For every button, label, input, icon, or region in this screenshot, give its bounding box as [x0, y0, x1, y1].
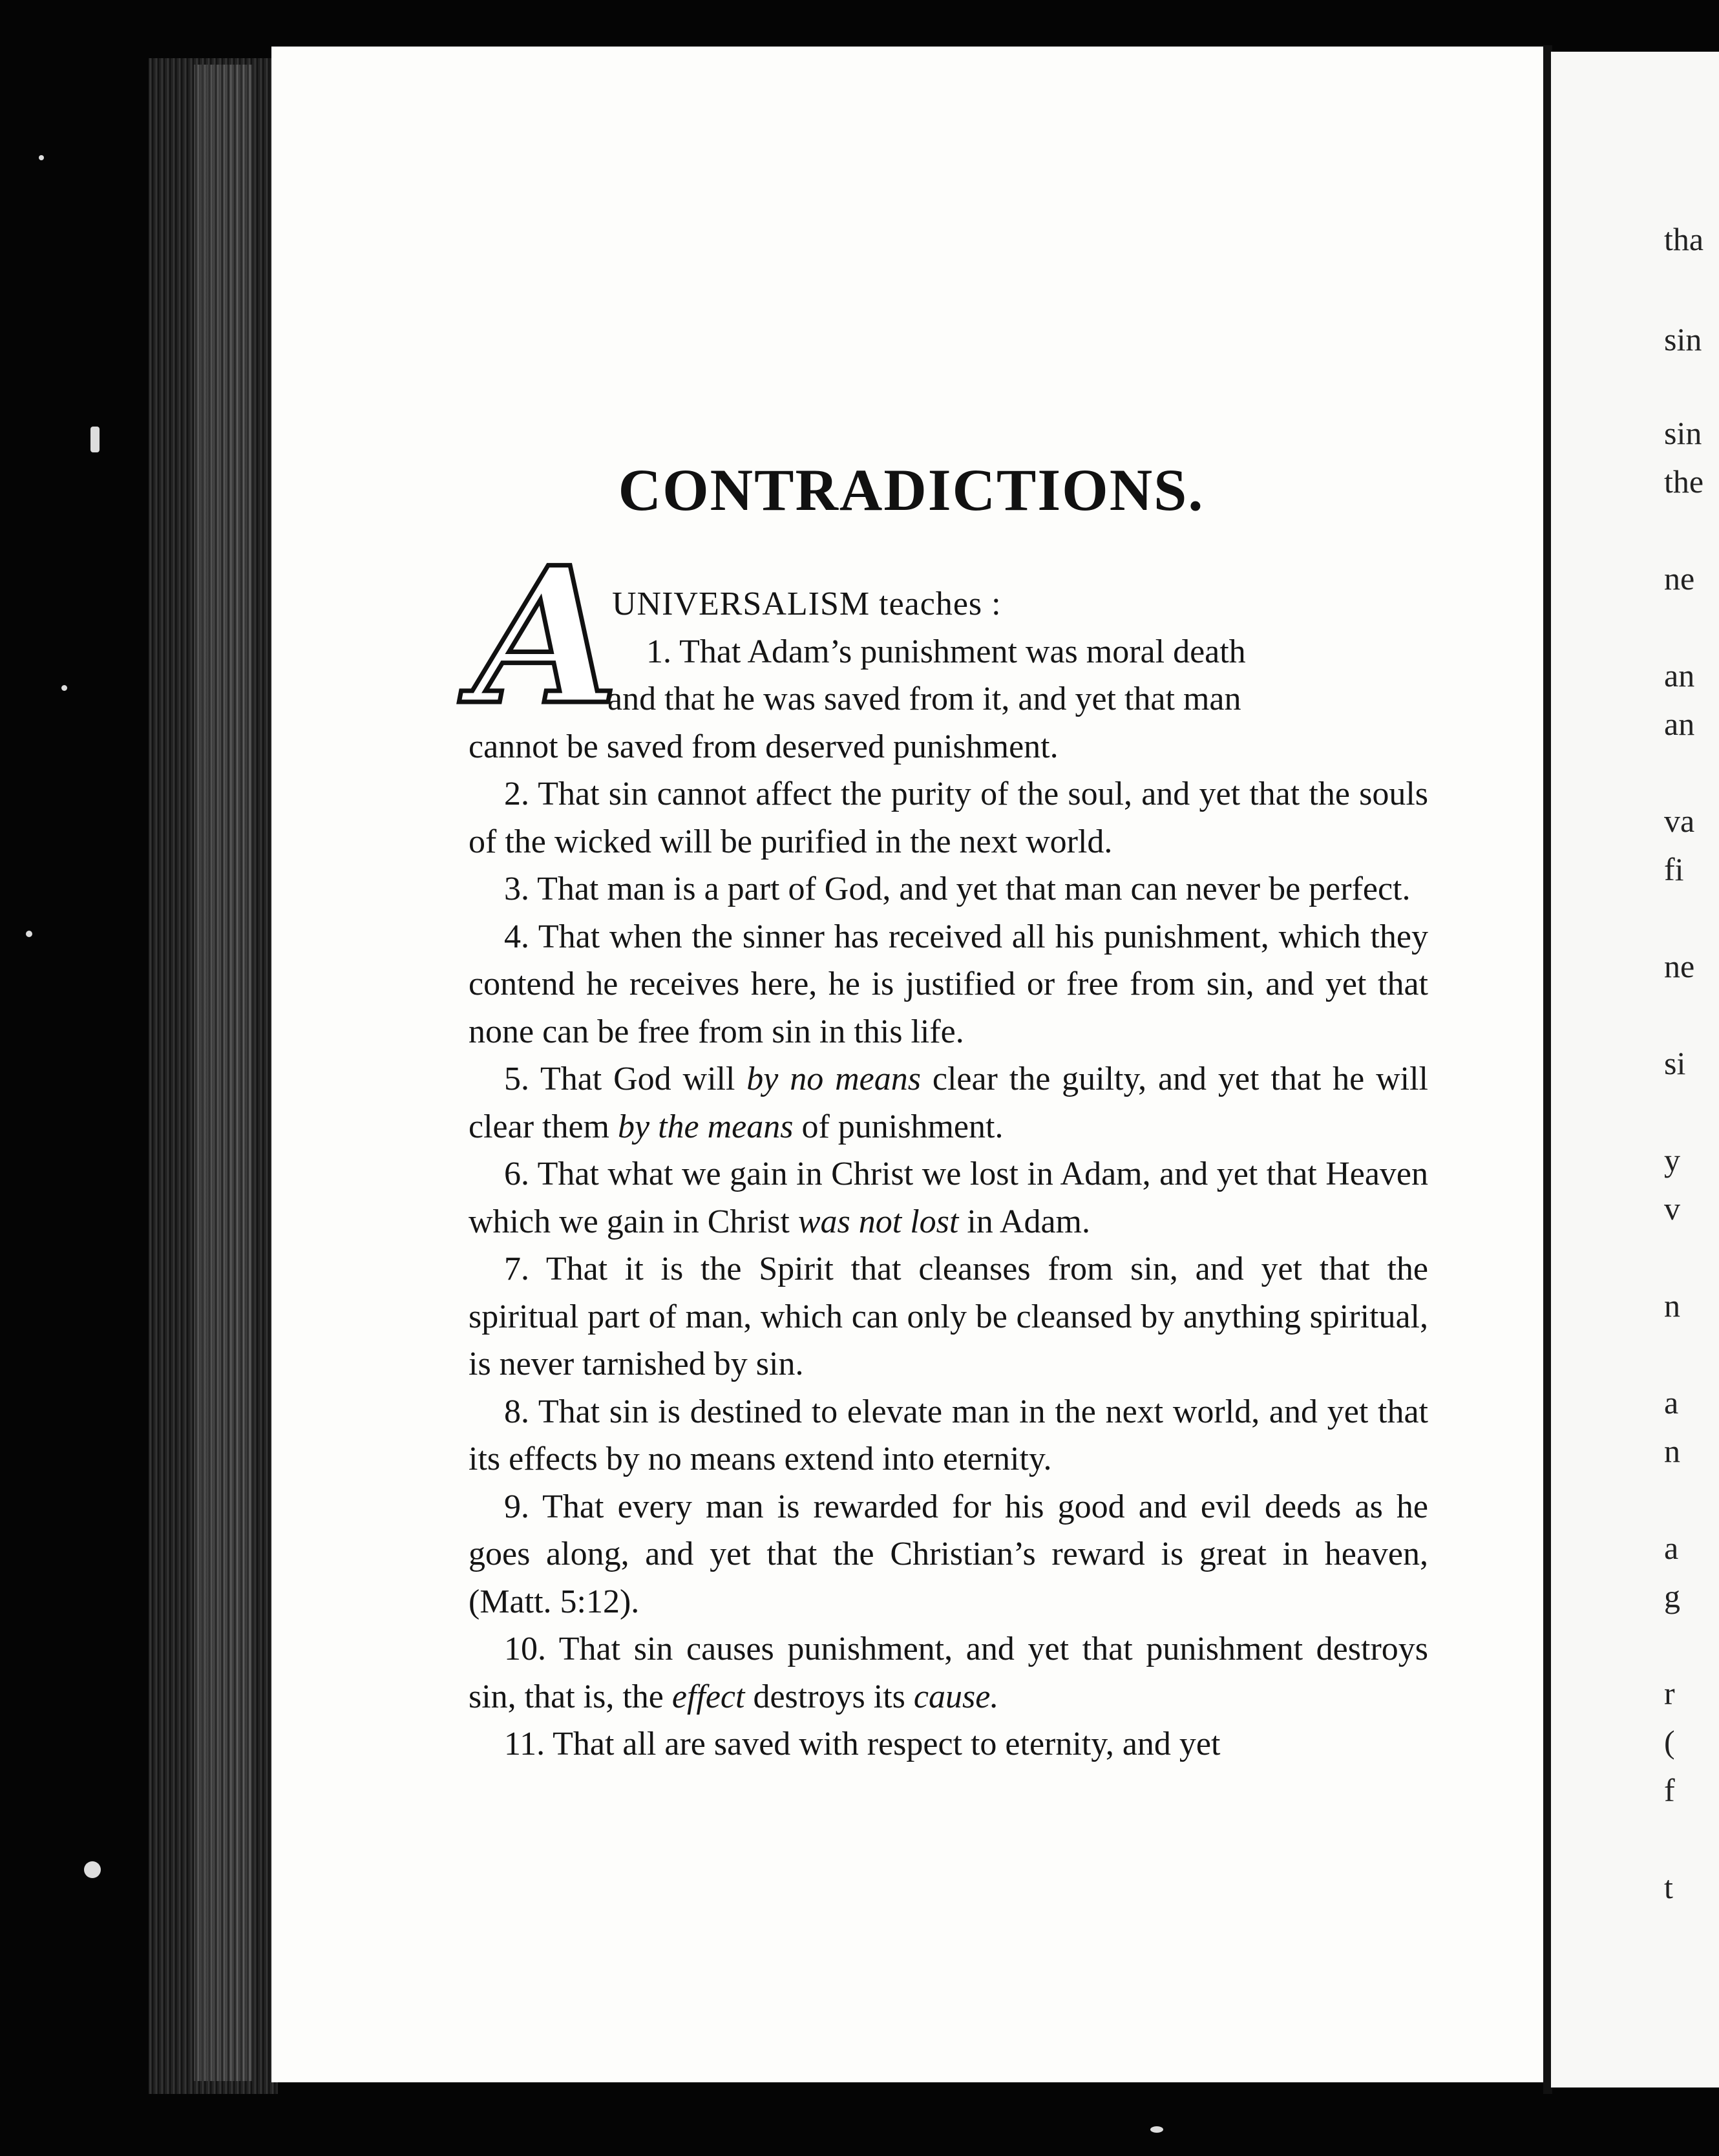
facing-fragment: a [1664, 1384, 1679, 1421]
item-1-rest: cannot be saved from deserved punishment. [469, 728, 1059, 765]
facing-fragment: an [1664, 706, 1695, 742]
dust-speck [90, 427, 100, 452]
facing-fragment: n [1664, 1287, 1680, 1324]
intro-line: UNIVERSALISM teaches : [612, 586, 1002, 622]
facing-fragment: sin [1664, 321, 1702, 357]
facing-fragment: si [1664, 1045, 1686, 1081]
drop-cap: A [474, 527, 620, 746]
facing-fragment: y [1664, 1142, 1680, 1178]
item-9: 9. That every man is rewarded for his good and evil deeds as he goes along, and yet that the Christian’s reward is great in heaven, (Matt. 5:12). [469, 1488, 1428, 1620]
facing-fragment: fi [1664, 851, 1684, 887]
facing-fragment: v [1664, 1190, 1680, 1227]
dust-speck [1150, 2126, 1163, 2133]
facing-fragment: tha [1664, 221, 1704, 257]
facing-fragment: f [1664, 1772, 1675, 1808]
item-4: 4. That when the sinner has received all his punishment, which they contend he receives here, he is justified or free from sin, and yet that none can be free from sin in this life. [469, 918, 1428, 1050]
facing-fragment: ( [1664, 1724, 1675, 1760]
item-10: 10. That sin causes punishment, and yet that punishment destroys sin, that is, the effect destroys its cause. [469, 1631, 1428, 1715]
item-6: 6. That what we gain in Christ we lost in Adam, and yet that Heaven which we gain in Christ was not lost in Adam. [469, 1156, 1429, 1240]
facing-fragment: ne [1664, 948, 1695, 984]
dust-speck [39, 155, 44, 160]
item-1-lead-a: 1. That Adam’s punishment was moral death [646, 633, 1246, 670]
facing-fragment: g [1664, 1578, 1680, 1614]
item-7: 7. That it is the Spirit that cleanses from sin, and yet that the spiritual part of man, which can only be cleansed by anything spiritual, is never tarnished by sin. [469, 1251, 1429, 1382]
facing-fragment: va [1664, 803, 1695, 839]
facing-fragment: sin [1664, 415, 1702, 451]
dust-speck [84, 1861, 101, 1878]
dust-speck [61, 685, 67, 691]
page-title: CONTRADICTIONS. [618, 457, 1205, 523]
item-1-lead-b: and that he was saved from it, and yet that man [607, 681, 1241, 717]
body-text [469, 580, 1428, 1768]
item-2: 2. That sin cannot affect the purity of the soul, and yet that the souls of the wicked will be purified in the next world. [469, 776, 1429, 860]
facing-fragment: an [1664, 657, 1695, 693]
dust-speck [26, 931, 32, 937]
facing-fragment: a [1664, 1530, 1679, 1566]
facing-fragment: t [1664, 1869, 1673, 1905]
facing-fragment: ne [1664, 560, 1695, 597]
facing-fragment: the [1664, 463, 1704, 500]
item-5: 5. That God will by no means clear the guilty, and yet that he will clear them by the means of punishment. [469, 1061, 1429, 1145]
facing-fragment: n [1664, 1433, 1680, 1469]
item-8: 8. That sin is destined to elevate man in the next world, and yet that its effects by no means extend into eternity. [469, 1393, 1428, 1477]
item-3: 3. That man is a part of God, and yet that man can never be perfect. [504, 871, 1411, 907]
item-11: 11. That all are saved with respect to eternity, and yet [504, 1726, 1221, 1762]
facing-fragment: r [1664, 1675, 1675, 1711]
page-edge-highlight [194, 65, 252, 2081]
